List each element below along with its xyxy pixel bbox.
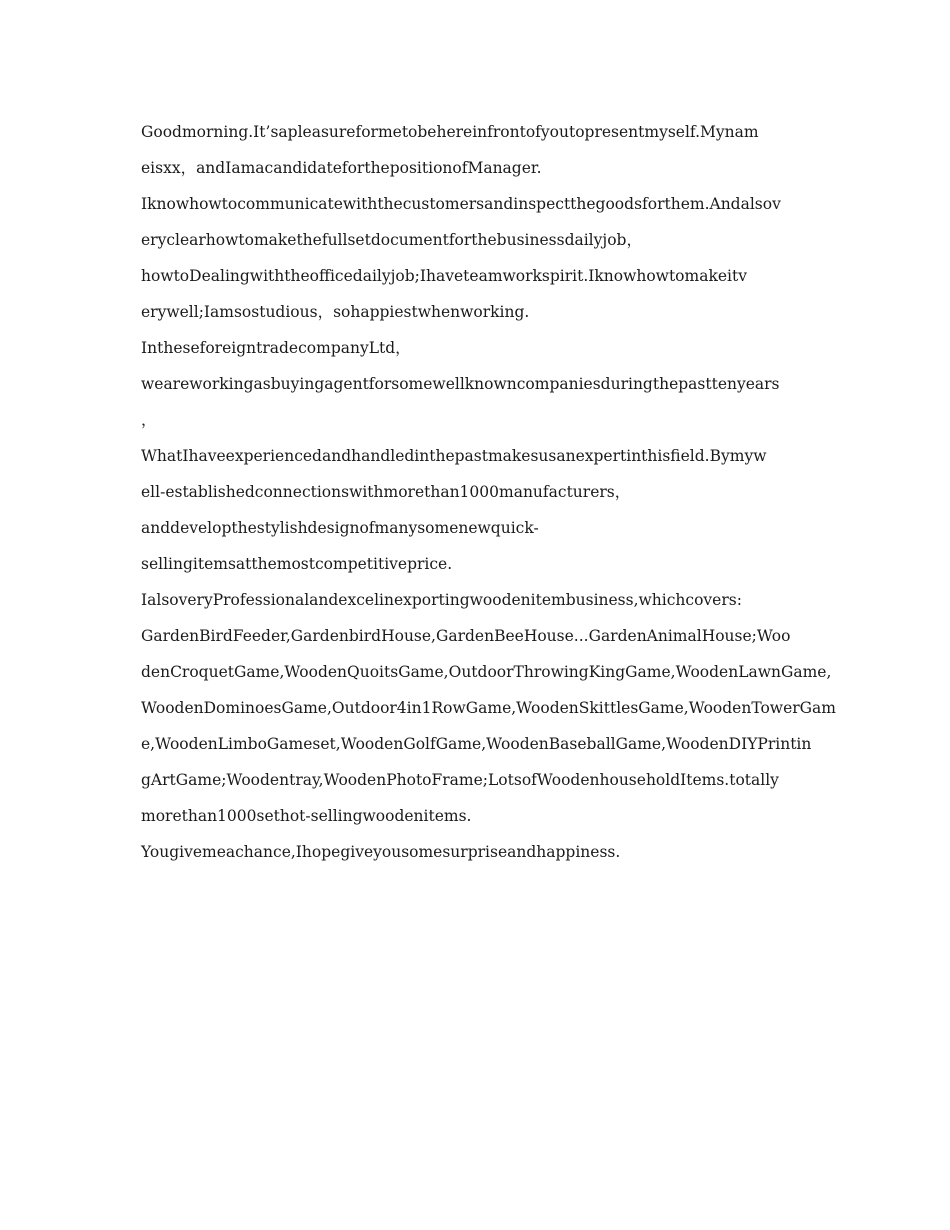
text-line: gArtGame;Woodentray,WoodenPhotoFrame;LotsofWoodenhouseholdItems.totally	[141, 771, 779, 789]
text-line: howtoDealingwiththeofficedailyjob;Ihaveteamworkspirit.Iknowhowtomakeitv	[141, 267, 747, 285]
text-line: IalsoveryProfessionalandexcelinexportingwoodenitembusiness,whichcovers:	[141, 591, 742, 609]
text-line: anddevelopthestylishdesignofmanysomenewquick-	[141, 519, 539, 537]
text-line: e,WoodenLimboGameset,WoodenGolfGame,WoodenBaseballGame,WoodenDIYPrintin	[141, 735, 812, 753]
text-line: IntheseforeigntradecompanyLtd，	[141, 339, 411, 357]
text-line: erywell;Iamsostudious，sohappiestwhenworking.	[141, 303, 530, 321]
text-line: sellingitemsatthemostcompetitiveprice.	[141, 555, 453, 573]
document-body	[141, 114, 836, 870]
text-line: Goodmorning.It’sapleasureformetobehereinfrontofyoutopresentmyself.Mynam	[141, 123, 759, 141]
text-line: eisxx，andIamacandidateforthepositionofManager.	[141, 159, 542, 177]
text-line: eryclearhowtomakethefullsetdocumentforthebusinessdailyjob，	[141, 231, 642, 249]
text-line: morethan1000sethot-sellingwoodenitems.	[141, 807, 472, 825]
text-line: weareworkingasbuyingagentforsomewellknowncompaniesduringthepasttenyears	[141, 375, 780, 393]
text-line: WoodenDominoesGame,Outdoor4in1RowGame,WoodenSkittlesGame,WoodenTowerGam	[141, 699, 836, 717]
text-line: WhatIhaveexperiencedandhandledinthepastmakesusanexpertinthisfield.Bymyw	[141, 447, 767, 465]
text-line: Yougivemeachance,Ihopegiveyousomesurpriseandhappiness.	[141, 843, 621, 861]
text-line: Iknowhowtocommunicatewiththecustomersandinspectthegoodsforthem.Andalsov	[141, 195, 781, 213]
text-line: denCroquetGame,WoodenQuoitsGame,OutdoorThrowingKingGame,WoodenLawnGame,	[141, 663, 832, 681]
text-line: GardenBirdFeeder,GardenbirdHouse,GardenBeeHouse...GardenAnimalHouse;Woo	[141, 627, 791, 645]
text-line: ，	[141, 411, 157, 429]
text-line: ell-establishedconnectionswithmorethan1000manufacturers，	[141, 483, 631, 501]
